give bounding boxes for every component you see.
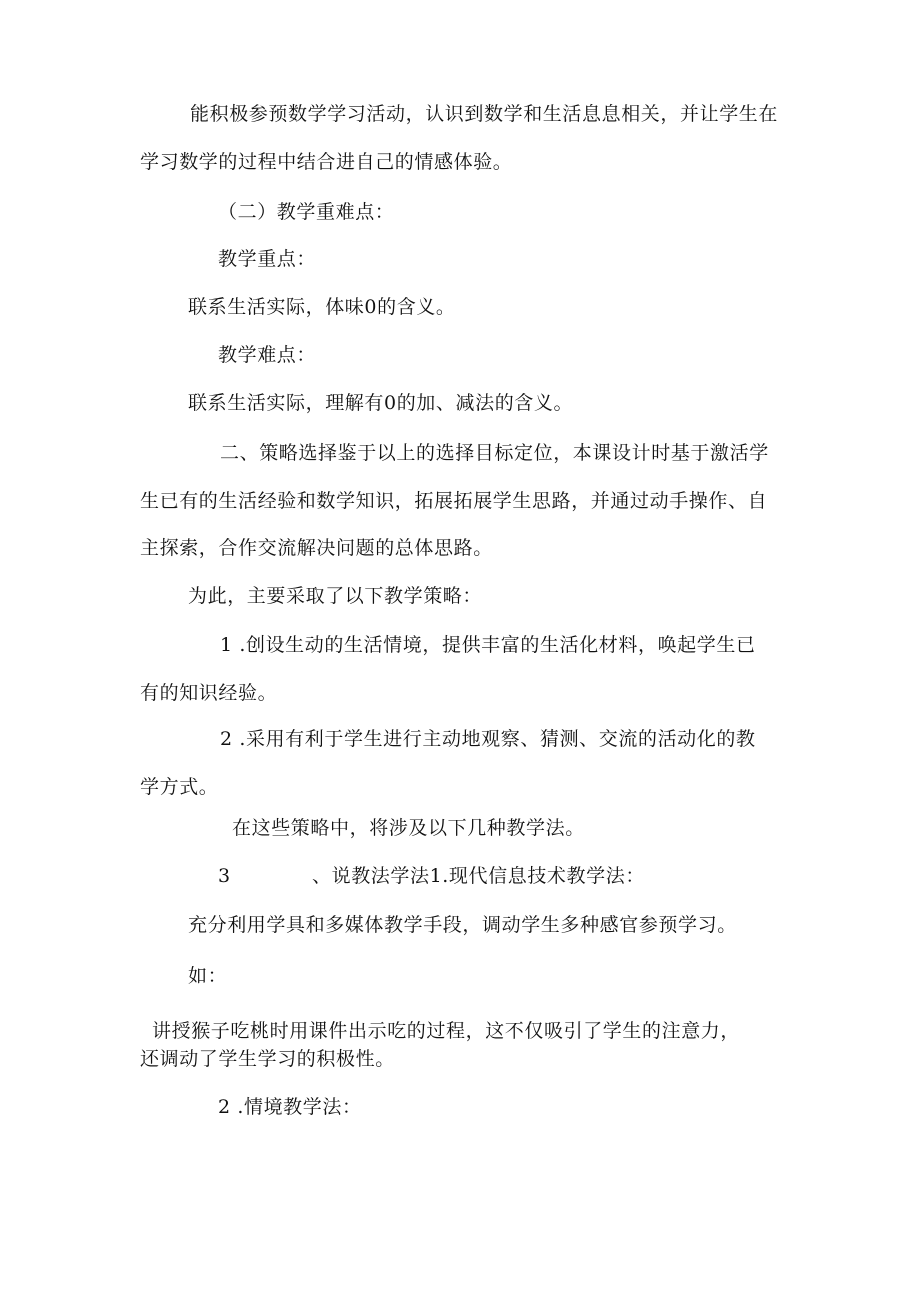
paragraph-line: 讲授猴子吃桃时用课件出示吃的过程，这不仅吸引了学生的注意力， [152,1020,741,1042]
paragraph-line: 在这些策略中，将涉及以下几种教学法。 [232,817,585,839]
section-heading: （二）教学重难点： [218,201,395,223]
paragraph-line: 学习数学的过程中结合进自己的情感体验。 [140,151,513,173]
paragraph-line: 联系生活实际，体味0的含义。 [188,296,456,318]
paragraph-line: 有的知识经验。 [140,682,278,704]
list-item: 2 .采用有利于学生进行主动地观察、猜测、交流的活动化的教 [220,728,756,750]
paragraph-line: 为此，主要采取了以下教学策略： [188,585,483,607]
paragraph-line: 能积极参预数学学习活动，认识到数学和生活息息相关，并让学生在 [190,103,779,125]
paragraph-line: 学方式。 [140,776,219,798]
paragraph-line: 主探索，合作交流解决问题的总体思路。 [140,537,493,559]
list-number: 3 [218,865,231,887]
paragraph-line: 联系生活实际，理解有0的加、减法的含义。 [188,392,574,414]
paragraph-line: 如： [188,965,228,987]
subheading-difficult-point: 教学难点： [218,344,317,366]
section-heading-strategy: 二、策略选择鉴于以上的选择目标定位，本课设计时基于激活学 [220,442,769,464]
paragraph-line: 还调动了学生学习的积极性。 [140,1048,395,1070]
paragraph-line: 生已有的生活经验和数学知识，拓展拓展学生思路，并通过动手操作、自 [140,490,768,512]
list-item: 1 .创设生动的生活情境，提供丰富的生活化材料，唤起学生已 [220,634,756,656]
subheading-key-point: 教学重点： [218,248,317,270]
list-item: 2 .情境教学法： [218,1096,362,1118]
section-heading-methods: 、说教法学法1.现代信息技术教学法： [312,865,645,887]
paragraph-line: 充分利用学具和多媒体教学手段，调动学生多种感官参预学习。 [188,914,737,936]
